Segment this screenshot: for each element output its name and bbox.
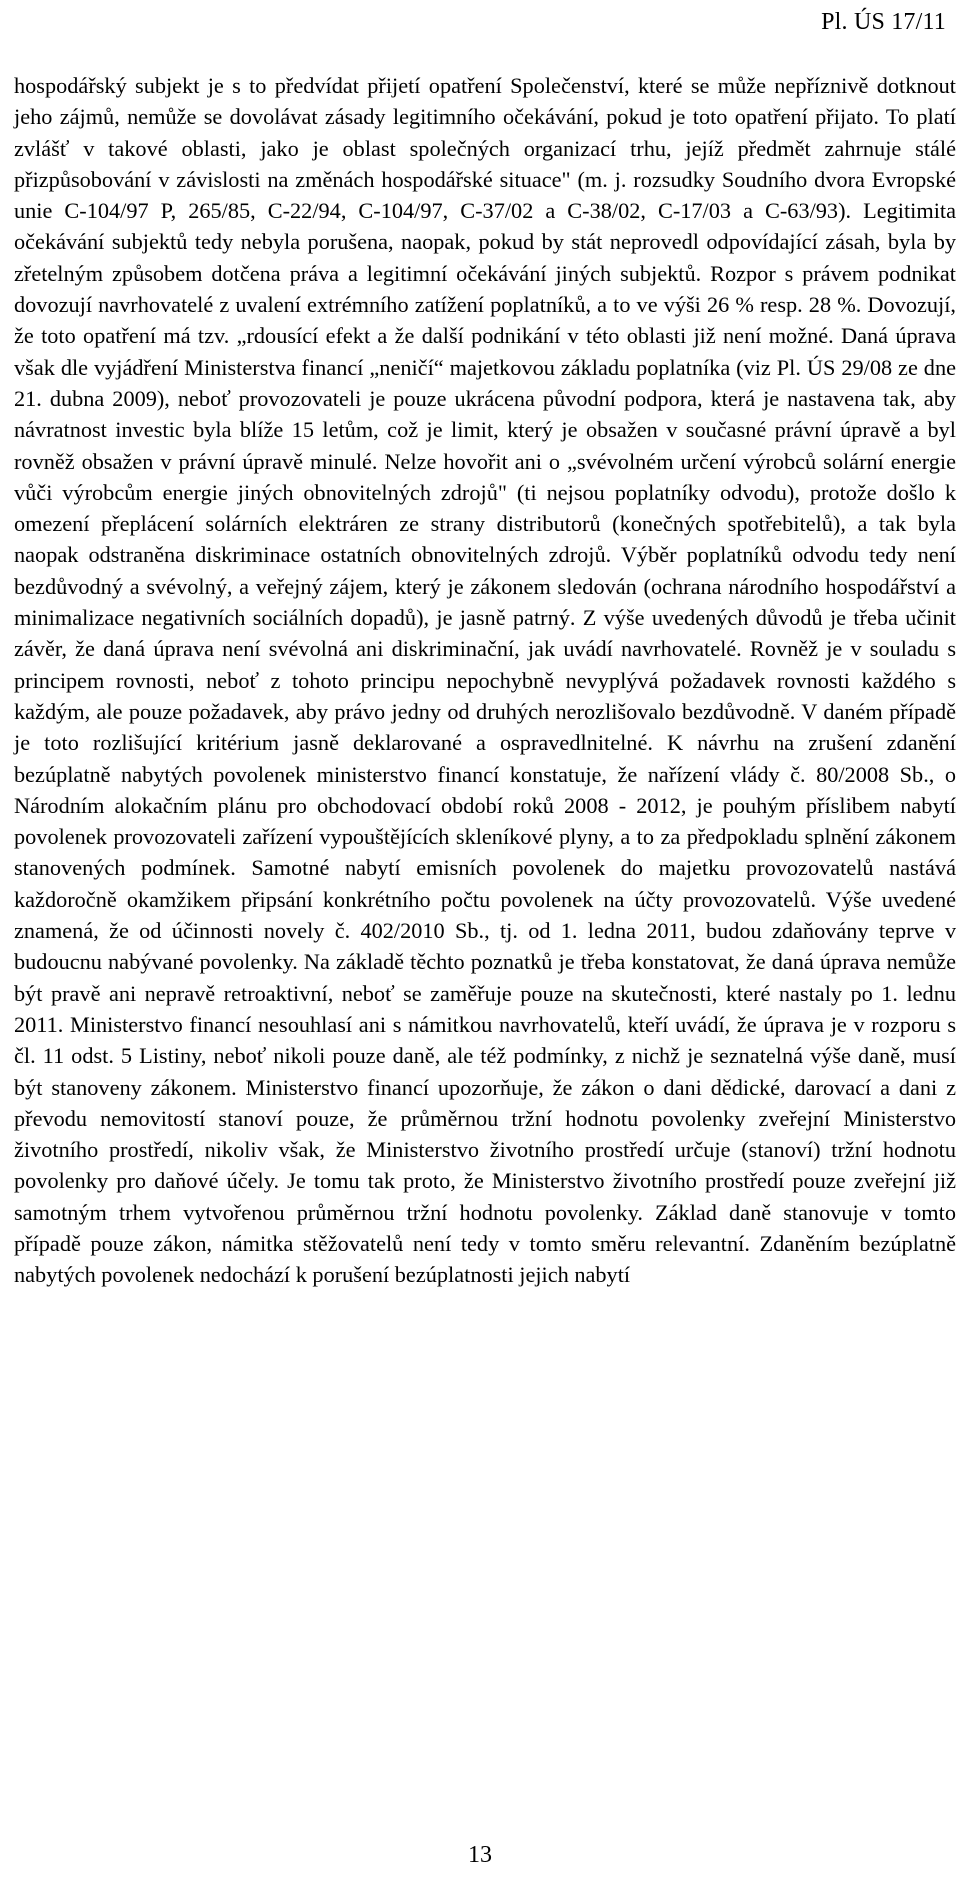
case-reference-header: Pl. ÚS 17/11 (821, 9, 946, 35)
body-paragraph: hospodářský subjekt je s to předvídat přijetí opatření Společenství, které se může nepříznivě dotknout jeho zájmů, nemůže se dovolávat zásady legitimního očekávání, pokud je toto opatření přijato. To platí zvlášť v takové oblasti, jako je oblast společných organizací trhu, jejíž předmět zahrnuje stálé přizpůsobování v závislosti na změnách hospodářské situace" (m. j. rozsudky Soudního dvora Evropské unie C-104/97 P, 265/85, C-22/94, C-104/97, C-37/02 a C-38/02, C-17/03 a C-63/93). Legitimita očekávání subjektů tedy nebyla porušena, naopak, pokud by stát neprovedl odpovídající zásah, byla by zřetelným způsobem dotčena práva a legitimní očekávání jiných subjektů. Rozpor s právem podnikat dovozují navrhovatelé z uvalení extrémního zatížení poplatníků, a to ve výši 26 % resp. 28 %. Dovozují, že toto opatření má tzv. „rdousící efekt a že další podnikání v této oblasti již není možné. Daná úprava však dle vyjádření Ministerstva financí „neničí“ majetkovou základu poplatníka (viz Pl. ÚS 29/08 ze dne 21. dubna 2009), neboť provozovateli je pouze ukrácena původní podpora, která je nastavena tak, aby návratnost investic byla blíže 15 letům, což je limit, který je obsažen v současné právní úpravě a byl rovněž obsažen v právní úpravě minulé. Nelze hovořit ani o „svévolném určení výrobců solární energie vůči výrobcům energie jiných obnovitelných zdrojů" (ti nejsou poplatníky odvodu), protože došlo k omezení přeplácení solárních elektráren ze strany distributorů (konečných spotřebitelů), a tak byla naopak odstraněna diskriminace ostatních obnovitelných zdrojů. Výběr poplatníků odvodu tedy není bezdůvodný a svévolný, a veřejný zájem, který je zákonem sledován (ochrana národního hospodářství a minimalizace negativních sociálních dopadů), je jasně patrný. Z výše uvedených důvodů je třeba učinit závěr, že daná úprava není svévolná ani diskriminační, jak uvádí navrhovatelé. Rovněž je v souladu s principem rovnosti, neboť z tohoto principu nepochybně nevyplývá požadavek rovnosti každého s každým, ale pouze požadavek, aby právo jedny od druhých nerozlišovalo bezdůvodně. V daném případě je toto rozlišující kritérium jasně deklarované a ospravedlnitelné. K návrhu na zrušení zdanění bezúplatně nabytých povolenek ministerstvo financí konstatuje, že nařízení vlády č. 80/2008 Sb., o Národním alokačním plánu pro obchodovací období roků 2008 - 2012, je pouhým příslibem nabytí povolenek provozovateli zařízení vypouštějících skleníkové plyny, a to za předpokladu splnění zákonem stanovených podmínek. Samotné nabytí emisních povolenek do majetku provozovatelů nastává každoročně okamžikem připsání konkrétního počtu povolenek na účty provozovatelů. Výše uvedené znamená, že od účinnosti novely č. 402/2010 Sb., tj. od 1. ledna 2011, budou zdaňovány teprve v budoucnu nabývané povolenky. Na základě těchto poznatků je třeba konstatovat, že daná úprava nemůže být pravě ani nepravě retroaktivní, neboť se zaměřuje pouze na skutečnosti, které nastaly po 1. lednu 2011. Ministerstvo financí nesouhlasí ani s námitkou navrhovatelů, kteří uvádí, že úprava je v rozporu s čl. 11 odst. 5 Listiny, neboť nikoli pouze daně, ale též podmínky, z nichž je seznatelná výše daně, musí být stanoveny zákonem. Ministerstvo financí upozorňuje, že zákon o dani dědické, darovací a dani z převodu nemovitostí stanoví pouze, že průměrnou tržní hodnotu povolenky zveřejní Ministerstvo životního prostředí, nikoliv však, že Ministerstvo životního prostředí určuje (stanoví) tržní hodnotu povolenky pro daňové účely. Je tomu tak proto, že Ministerstvo životního prostředí pouze zveřejní již samotným trhem vytvořenou průměrnou tržní hodnotu povolenky. Základ daně stanovuje v tomto případě pouze zákon, námitka stěžovatelů není tedy v tomto směru relevantní. Zdaněním bezúplatně nabytých povolenek nedochází k porušení bezúplatnosti jejich nabytí (14, 73, 956, 1288)
page-number: 13 (468, 1842, 492, 1868)
